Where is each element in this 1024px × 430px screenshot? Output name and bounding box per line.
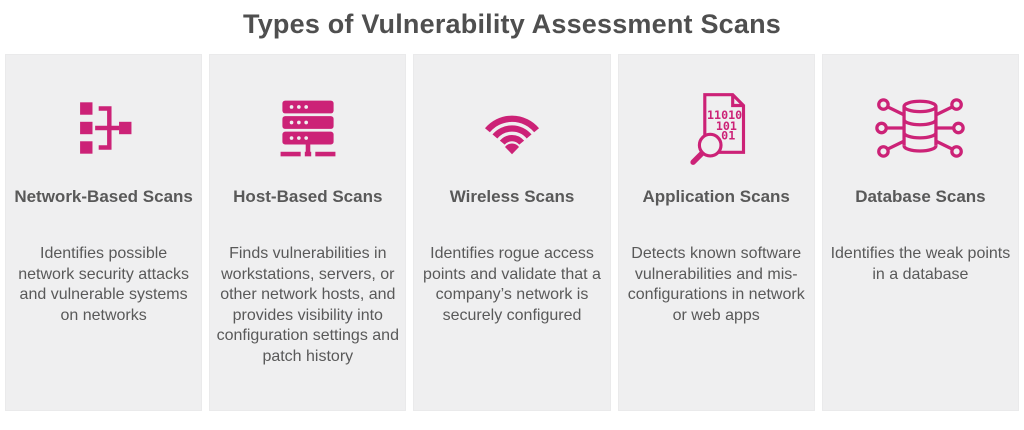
- infographic: [0, 9, 1024, 411]
- card-application-scans: [618, 54, 815, 411]
- binary-row: 101: [715, 118, 737, 133]
- network-diagram-icon: [11, 81, 196, 175]
- card-description: Identifies rogue access points and validate that a company’s network is securely configured: [423, 245, 601, 324]
- card-description: Finds vulnerabilities in workstations, servers, or other network hosts, and provides visibility into configuration settings and patch history: [216, 245, 399, 365]
- page-title: Types of Vulnerability Assessment Scans: [243, 9, 781, 39]
- card-heading: Application Scans: [642, 187, 790, 206]
- card-heading: Wireless Scans: [449, 187, 575, 206]
- binary-row: 01: [720, 128, 735, 143]
- card-description: Identifies the weak points in a database: [830, 245, 1011, 283]
- card-description: Detects known software vulnerabilities and mis-configurations in network or web apps: [627, 245, 805, 324]
- document-search-icon: [624, 81, 809, 175]
- card-heading: Host-Based Scans: [233, 187, 383, 206]
- card-heading: Database Scans: [855, 187, 986, 206]
- scan-cards: [0, 54, 1024, 411]
- binary-row: 11010: [706, 108, 742, 122]
- card-heading: Network-Based Scans: [14, 187, 193, 206]
- card-description: Identifies possible network security attacks and vulnerable systems on networks: [18, 245, 189, 324]
- card-wireless-scans: [413, 54, 610, 411]
- wifi-icon: [419, 81, 604, 175]
- database-network-icon: [828, 81, 1013, 175]
- card-database-scans: [822, 54, 1019, 411]
- server-rack-icon: [215, 81, 400, 175]
- card-host-based-scans: [209, 54, 406, 411]
- card-network-based-scans: [5, 54, 202, 411]
